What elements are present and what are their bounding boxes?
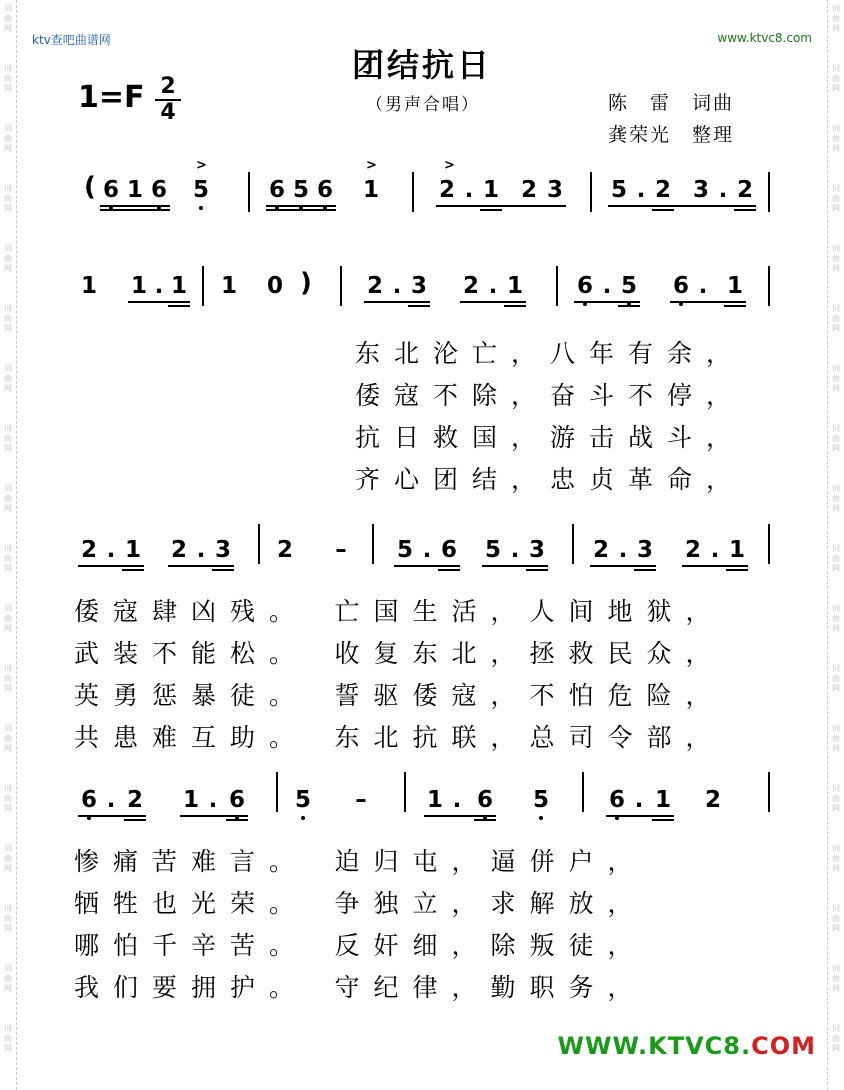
watermark-text: 词 曲 网 — [4, 304, 12, 333]
watermark-text: 词 曲 网 — [4, 904, 12, 933]
watermark-text: 词 曲 网 — [832, 364, 840, 393]
watermark-text: 词 曲 网 — [832, 604, 840, 633]
notation-row-4: 6 . 2 1 . 6 5 – 1 . 6 5 6 . 1 2 — [0, 782, 844, 842]
song-title: 团结抗日 — [351, 46, 492, 84]
watermark-text: 词 曲 网 — [4, 604, 12, 633]
watermark-text: 词 曲 网 — [4, 364, 12, 393]
lyric-line: 齐心团结，忠贞革命， — [355, 465, 746, 494]
watermark-text: 词 曲 网 — [832, 664, 840, 693]
watermark-text: 词 曲 网 — [4, 784, 12, 813]
lyric-line: 共患难互助。 东北抗联，总司令部， — [74, 723, 725, 752]
watermark-text: 词 曲 网 — [832, 184, 840, 213]
time-denominator: 4 — [160, 100, 176, 125]
time-signature — [155, 76, 181, 124]
watermark-text: 词 曲 网 — [4, 724, 12, 753]
song-subtitle: （男声合唱） — [366, 95, 480, 115]
watermark-text: 词 曲 网 — [4, 4, 12, 33]
watermark-text: 词 曲 网 — [832, 244, 840, 273]
site-name-left[interactable]: ktv查吧曲谱网 — [32, 33, 111, 47]
notation-row-3: 2 . 1 2 . 3 2 – 5 . 6 5 . 3 2 . 3 2 . 1 — [0, 532, 844, 592]
watermark-text: 词 曲 网 — [832, 64, 840, 93]
watermark-text: 词 曲 网 — [4, 64, 12, 93]
watermark-text: 词 曲 网 — [4, 664, 12, 693]
watermark-text: 词 曲 网 — [4, 964, 12, 993]
site-url-right[interactable]: www.ktvc8.com — [717, 31, 812, 45]
watermark-text: 词 曲 网 — [832, 784, 840, 813]
lyric-line: 哪怕千辛苦。 反奸细，除叛徒， — [74, 931, 647, 960]
notation-row-2: 1 1 . 1 1 0 ) 2 . 3 2 . 1 6 . 5 6 . 1 — [0, 268, 844, 328]
notation-row-1: ( 6 1 6 5 > 6 5 6 1 > 2 > . 1 2 3 5 . 2 3 . 2 — [0, 172, 844, 232]
watermark-text: 词 曲 网 — [4, 1024, 12, 1053]
watermark-text: 词 曲 网 — [832, 964, 840, 993]
composer-credit: 陈 雷 词曲 — [608, 92, 735, 114]
arranger-credit: 龚荣光 整理 — [608, 124, 735, 146]
lyric-line: 抗日救国，游击战斗， — [355, 423, 746, 452]
watermark-text: 词 曲 网 — [832, 484, 840, 513]
lyric-line: 惨痛苦难言。 迫归屯，逼併户， — [74, 847, 647, 876]
watermark-text: 词 曲 网 — [832, 904, 840, 933]
watermark-text: 词 曲 网 — [832, 4, 840, 33]
watermark-text: 词 曲 网 — [4, 124, 12, 153]
lyric-line: 牺牲也光荣。 争独立，求解放， — [74, 889, 647, 918]
watermark-text: 词 曲 网 — [4, 244, 12, 273]
watermark-text: 词 曲 网 — [4, 184, 12, 213]
watermark-text: 词 曲 网 — [4, 424, 12, 453]
watermark-text: 词 曲 网 — [832, 1024, 840, 1053]
time-numerator: 2 — [160, 74, 176, 99]
watermark-text: 词 曲 网 — [832, 844, 840, 873]
watermark-text: 词 曲 网 — [4, 544, 12, 573]
watermark-text: 词 曲 网 — [832, 544, 840, 573]
watermark-text: 词 曲 网 — [832, 424, 840, 453]
key-signature: 1=F — [78, 80, 145, 115]
watermark-text: 词 曲 网 — [832, 304, 840, 333]
watermark-text: 词 曲 网 — [832, 724, 840, 753]
watermark-text: 词 曲 网 — [832, 124, 840, 153]
watermark-text: 词 曲 网 — [4, 484, 12, 513]
lyric-line: 我们要拥护。 守纪律，勤职务， — [74, 973, 647, 1002]
lyric-line: 倭寇不除，奋斗不停， — [355, 381, 746, 410]
site-logo[interactable]: WWW.KTVC8.COM — [557, 1032, 816, 1060]
lyric-line: 英勇惩暴徒。 誓驱倭寇，不怕危险， — [74, 681, 725, 710]
lyric-line: 倭寇肆凶残。 亡国生活，人间地狱， — [74, 597, 725, 626]
lyric-line: 东北沦亡，八年有余， — [355, 339, 746, 368]
watermark-text: 词 曲 网 — [4, 844, 12, 873]
lyric-line: 武装不能松。 收复东北，拯救民众， — [74, 639, 725, 668]
